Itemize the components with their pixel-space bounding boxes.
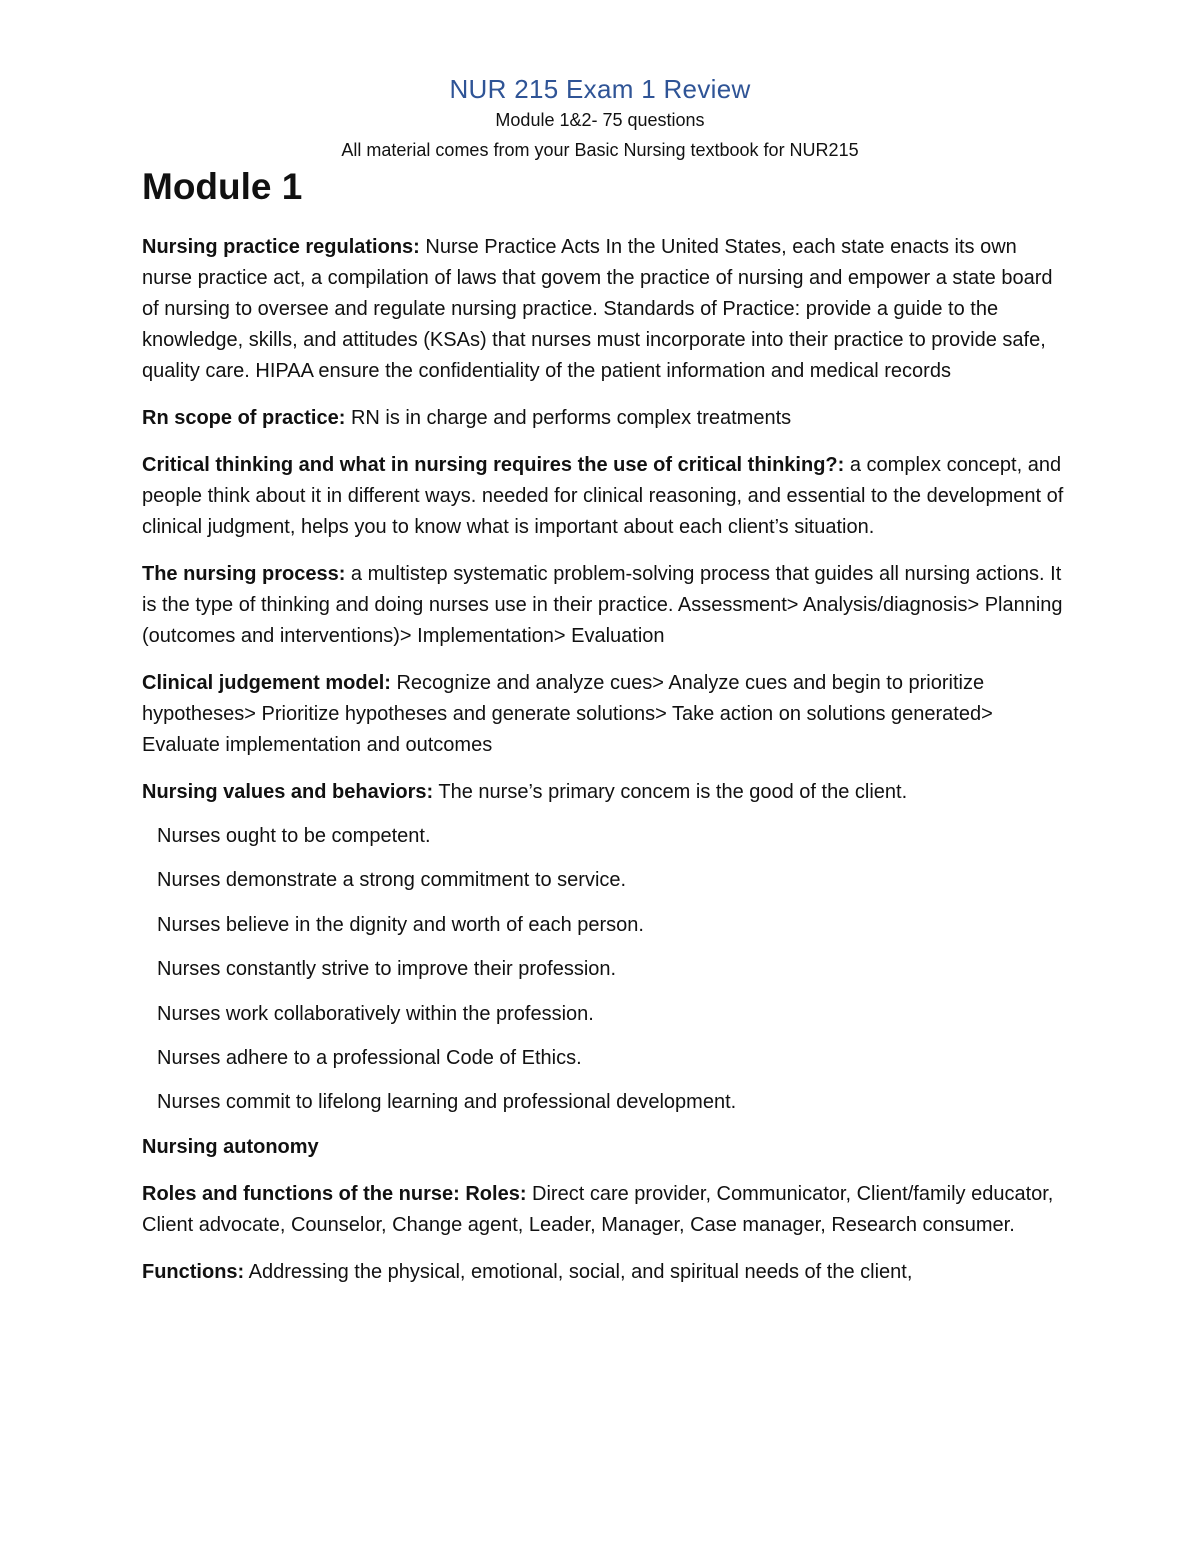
list-item: Nurses demonstrate a strong commitment to service. (157, 869, 627, 892)
term-practice-regulations: Nursing practice regulations: (142, 236, 420, 258)
text-rn-scope: RN is in charge and performs complex treatments (345, 407, 792, 429)
term-critical-thinking: Critical thinking and what in nursing requires the use of critical thinking?: (142, 454, 845, 476)
list-item: Nurses ought to be competent. (157, 825, 431, 847)
term-autonomy: Nursing autonomy (142, 1135, 319, 1158)
list-item: Nurses constantly strive to improve their profession. (157, 958, 617, 981)
document-title: NUR 215 Exam 1 Review (449, 74, 751, 104)
paragraph-nursing-process (142, 559, 1072, 652)
text-practice-regulations: Nurse Practice Acts In the United States, each state enacts its own nurse practice act, a compilation of laws that govem the practice of nursing and empower a state board of nursing to oversee and regulate nursing practice. Standards of Practice: provide a guide to the knowledge, skills, and attitudes (KSAs) that nurses must incorporate into their practice to provide safe, quality care. HIPAA ensure the confidentiality of the patient information and medical records (142, 236, 1053, 382)
paragraph-practice-regulations (142, 232, 1072, 387)
list-item: Nurses adhere to a professional Code of Ethics. (157, 1046, 582, 1069)
text-critical-thinking: a complex concept, and people think about it in different ways. needed for clinical reasoning, and essential to the development of clinical judgment, helps you to know what is important about each client’s situation. (142, 454, 1064, 538)
values-list (142, 821, 1072, 1118)
term-nursing-process: The nursing process: (142, 563, 346, 585)
paragraph-clinical-judgement (142, 668, 1072, 761)
source-note: All material comes from your Basic Nursing textbook for NUR215 (341, 140, 859, 160)
term-functions: Functions: (142, 1260, 245, 1283)
term-rn-scope: Rn scope of practice: (142, 407, 346, 429)
paragraph-roles (142, 1179, 1072, 1241)
paragraph-functions (142, 1257, 1072, 1288)
module-heading: Module 1 (142, 166, 303, 207)
paragraph-critical-thinking (142, 450, 1072, 543)
paragraph-autonomy (142, 1132, 1072, 1163)
text-values-behaviors: The nurse’s primary concem is the good of the client. (433, 781, 908, 803)
document-subtitle: Module 1&2- 75 questions (495, 110, 705, 130)
list-item: Nurses work collaboratively within the profession. (157, 1002, 594, 1025)
term-roles: Roles and functions of the nurse: Roles: (142, 1182, 527, 1205)
term-clinical-judgement: Clinical judgement model: (142, 672, 391, 694)
paragraph-values-behaviors (142, 777, 1072, 808)
list-item: Nurses commit to lifelong learning and professional development. (157, 1091, 737, 1114)
paragraph-rn-scope (142, 403, 1072, 434)
term-values-behaviors: Nursing values and behaviors: (142, 781, 434, 803)
text-roles: Direct care provider, Communicator, Client/family educator, Client advocate, Counselor, Change agent, Leader, Manager, Case manager, Research consumer. (142, 1182, 1054, 1236)
text-nursing-process: a multistep systematic problem-solving process that guides all nursing actions. It is the type of thinking and doing nurses use in their practice. Assessment> Analysis/diagnosis> Planning (outcomes and interventions)> Implementation> Evaluation (142, 563, 1063, 647)
list-item: Nurses believe in the dignity and worth of each person. (157, 913, 644, 936)
document-body (142, 232, 1072, 1304)
text-clinical-judgement: Recognize and analyze cues> Analyze cues and begin to prioritize hypotheses> Prioritize hypotheses and generate solutions> Take action on solutions generated> Evaluate implementation and outcomes (142, 672, 993, 756)
text-functions: Addressing the physical, emotional, social, and spiritual needs of the client, (244, 1260, 913, 1283)
